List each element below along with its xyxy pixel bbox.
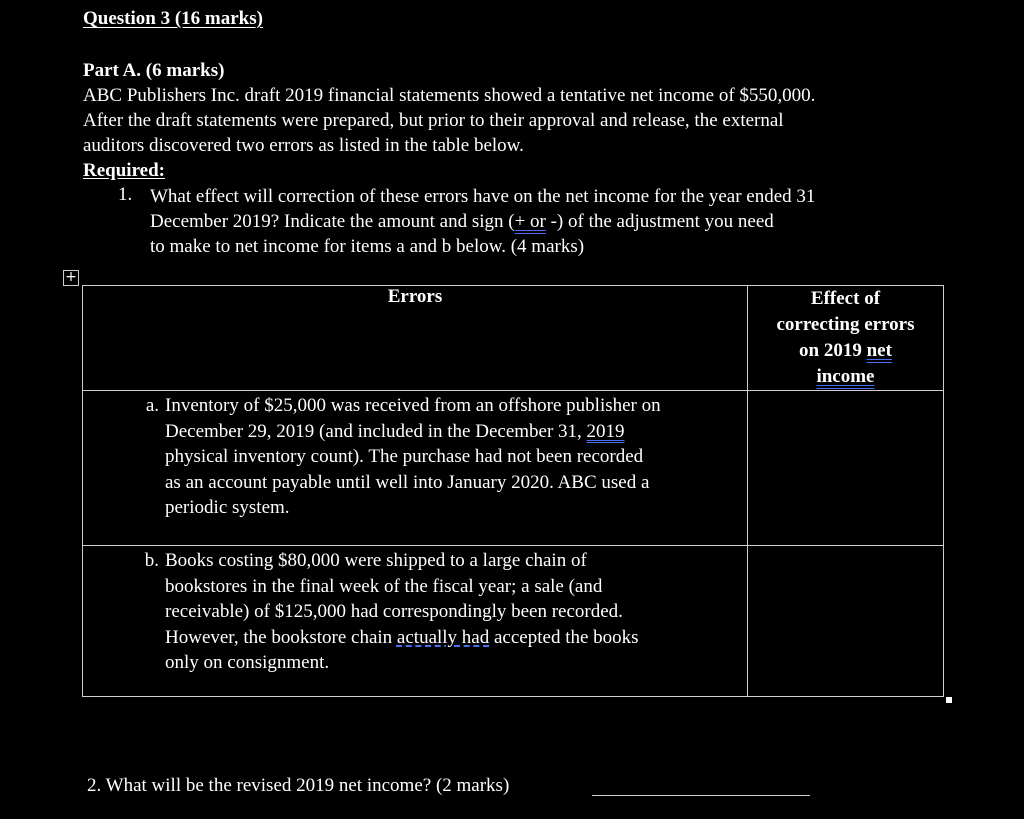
effect-header-line-3 bbox=[748, 338, 943, 364]
errors-table bbox=[82, 285, 944, 697]
q1-sign-option: + or bbox=[514, 211, 546, 232]
part-a-line-3: auditors discovered two errors as listed in the table below. bbox=[83, 135, 524, 156]
item-text bbox=[165, 393, 745, 521]
item-b-line-1: Books costing $80,000 were shipped to a large chain of bbox=[165, 550, 587, 571]
q1-text bbox=[150, 184, 930, 259]
effect-header-line-3a: on 2019 bbox=[799, 340, 867, 361]
error-cell-a bbox=[83, 391, 748, 546]
item-a-line-4: as an account payable until well into January 2020. ABC used a bbox=[165, 471, 650, 493]
item-b-line-4b: actually had bbox=[396, 626, 490, 648]
q1-line-2-a: December 2019? Indicate the amount and sign ( bbox=[150, 211, 515, 232]
q1-number: 1. bbox=[118, 184, 133, 205]
table-header-row bbox=[83, 286, 944, 391]
item-label: a. bbox=[145, 395, 159, 416]
question-title: Question 3 (16 marks) bbox=[83, 8, 263, 29]
item-b-line-4a: However, the bookstore chain bbox=[165, 626, 397, 648]
item-b-line-4c: accepted the books bbox=[489, 626, 639, 648]
item-a-line-1: Inventory of $25,000 was received from an offshore publisher on bbox=[165, 395, 661, 416]
part-a-line-1: ABC Publishers Inc. draft 2019 financial statements showed a tentative net income of $550,000. bbox=[83, 85, 816, 106]
q1-line-2-c: -) of the adjustment you need bbox=[545, 211, 774, 232]
item-b-line-5: only on consignment. bbox=[165, 652, 330, 673]
effect-cell-a[interactable] bbox=[747, 391, 943, 546]
q2-text: 2. What will be the revised 2019 net income? (2 marks) bbox=[87, 775, 510, 796]
effect-header bbox=[747, 286, 943, 391]
errors-header: Errors bbox=[83, 286, 748, 391]
item-a-line-2a: December 29, 2019 (and included in the December 31, bbox=[165, 420, 587, 442]
error-cell-b bbox=[83, 546, 748, 697]
q1-line-3: to make to net income for items a and b below. (4 marks) bbox=[150, 236, 585, 257]
effect-header-line-1: Effect of bbox=[810, 288, 881, 309]
q1-line-1: What effect will correction of these errors have on the net income for the year ended 31 bbox=[150, 186, 816, 207]
table-row bbox=[83, 546, 944, 697]
item-a-line-5: periodic system. bbox=[165, 497, 290, 518]
q1-line-2 bbox=[150, 209, 930, 234]
item-b-line-4 bbox=[165, 625, 745, 651]
item-a-line-3: physical inventory count). The purchase had not been recorded bbox=[165, 446, 644, 467]
plus-move-icon[interactable]: + bbox=[63, 270, 79, 286]
table-row bbox=[83, 391, 944, 546]
part-a-block bbox=[83, 58, 815, 158]
item-label: b. bbox=[144, 550, 159, 571]
item-b-line-3: receivable) of $125,000 had correspondingly been recorded. bbox=[165, 601, 623, 622]
effect-header-line-4: income bbox=[816, 366, 875, 387]
table-resize-handle[interactable] bbox=[946, 697, 952, 703]
item-text bbox=[165, 548, 745, 676]
effect-header-line-3b: net bbox=[866, 340, 892, 361]
effect-cell-b[interactable] bbox=[747, 546, 943, 697]
effect-header-line-2: correcting errors bbox=[776, 314, 915, 335]
part-a-heading: Part A. (6 marks) bbox=[83, 60, 225, 81]
part-a-line-2: After the draft statements were prepared, but prior to their approval and release, the external bbox=[83, 110, 784, 131]
item-b-line-2: bookstores in the final week of the fiscal year; a sale (and bbox=[165, 575, 603, 597]
q2-answer-blank[interactable] bbox=[592, 795, 810, 796]
item-a-line-2b: 2019 bbox=[586, 420, 625, 442]
item-a-line-2 bbox=[165, 419, 745, 445]
required-label: Required: bbox=[83, 160, 165, 181]
